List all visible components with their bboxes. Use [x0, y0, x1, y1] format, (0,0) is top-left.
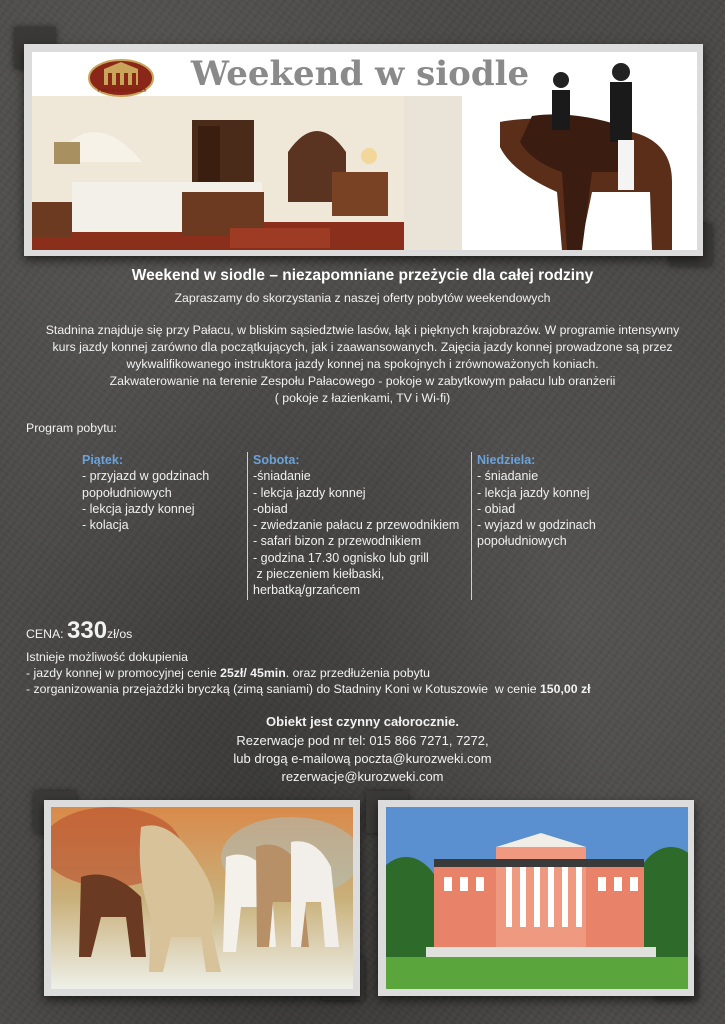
intro-line: kurs jazdy konnej zarówno dla początkujących, jak i zaawansowanych. Zajęcia jazdy konnej prowadzone są przez: [52, 340, 673, 354]
extras-line-2: [26, 681, 591, 697]
sunday-line: - śniadanie: [477, 469, 539, 484]
saturday-line: herbatką/grzańcem: [253, 583, 361, 598]
palace-image: [386, 807, 688, 989]
saturday-line: - godzina 17.30 ognisko lub grill: [253, 550, 429, 565]
contact-email-2: rezerwacje@kurozweki.com: [281, 769, 444, 784]
intro-paragraph: [0, 322, 725, 407]
friday-line: - przyjazd w godzinach: [82, 469, 210, 484]
extras-price: 150,00 zł: [539, 682, 591, 696]
program-saturday: [253, 452, 459, 599]
intro-line: Zakwaterowanie na terenie Zespołu Pałacowego - pokoje w zabytkowym pałacu lub oranżerii: [109, 374, 616, 388]
price-label: CENA:: [26, 627, 67, 641]
program-label: Program pobytu:: [26, 421, 117, 435]
saturday-line: -śniadanie: [253, 469, 311, 484]
column-divider: [471, 452, 472, 600]
horses-photo: [51, 807, 353, 989]
contact-email-1: lub drogą e-mailową poczta@kurozweki.com: [233, 751, 492, 766]
sunday-line: - lekcja jazdy konnej: [477, 485, 590, 500]
saturday-line: -obiad: [253, 501, 288, 516]
open-all-year: Obiekt jest czynny całorocznie.: [266, 714, 459, 729]
page-subheading: Zapraszamy do skorzystania z naszej oferty pobytów weekendowych: [174, 291, 551, 305]
contact-phone: Rezerwacje pod nr tel: 015 866 7271, 7272,: [236, 733, 489, 748]
intro-line: wykwalifikowanego instruktora jazdy konnej na spokojnych i zrównoważonych koniach.: [126, 357, 599, 371]
intro-line: Stadnina znajduje się przy Pałacu, w bliskim sąsiedztwie lasów, łąk i pięknych krajobrazów. W programie intensywny: [45, 323, 680, 337]
page-heading: Weekend w siodle – niezapomniane przeżycie dla całej rodziny: [131, 267, 594, 284]
sunday-line: popołudniowych: [477, 534, 567, 549]
saturday-line: - zwiedzanie pałacu z przewodnikiem: [253, 518, 460, 533]
price-unit: zł/os: [107, 627, 133, 641]
intro-line: ( pokoje z łazienkami, TV i Wi-fi): [274, 391, 451, 405]
extras-text: - jazdy konnej w promocyjnej cenie: [26, 666, 221, 680]
saturday-title: Sobota:: [253, 453, 300, 467]
sunday-line: - wyjazd w godzinach: [477, 518, 596, 533]
extras-line-1: [26, 665, 430, 681]
extras-text: - zorganizowania przejażdżki bryczką (zimą saniami) do Stadniny Koni w Kotuszowie w cenie: [26, 682, 540, 696]
friday-line: - kolacja: [82, 518, 129, 533]
extras-text: . oraz przedłużenia pobytu: [285, 666, 430, 680]
price: [26, 617, 132, 645]
sunday-line: - obiad: [477, 501, 516, 516]
palace-photo: [386, 807, 688, 989]
running-horses-image: [51, 807, 353, 989]
program-friday: [82, 452, 209, 533]
program-sunday: [477, 452, 596, 550]
price-value: 330: [67, 617, 108, 644]
saturday-line: - safari bizon z przewodnikiem: [253, 534, 422, 549]
friday-line: - lekcja jazdy konnej: [82, 501, 195, 516]
extras-price: 25zł/ 45min: [220, 666, 286, 680]
friday-line: popołudniowych: [82, 485, 172, 500]
sunday-title: Niedziela:: [477, 453, 536, 467]
extras-intro: Istnieje możliwość dokupienia: [26, 650, 188, 664]
banner-title: Weekend w siodle: [190, 54, 530, 94]
friday-title: Piątek:: [82, 453, 123, 467]
column-divider: [247, 452, 248, 600]
logo-text: Pałac w Kurozwękach: [97, 88, 147, 94]
saturday-line: z pieczeniem kiełbaski,: [253, 567, 385, 582]
saturday-line: - lekcja jazdy konnej: [253, 485, 366, 500]
